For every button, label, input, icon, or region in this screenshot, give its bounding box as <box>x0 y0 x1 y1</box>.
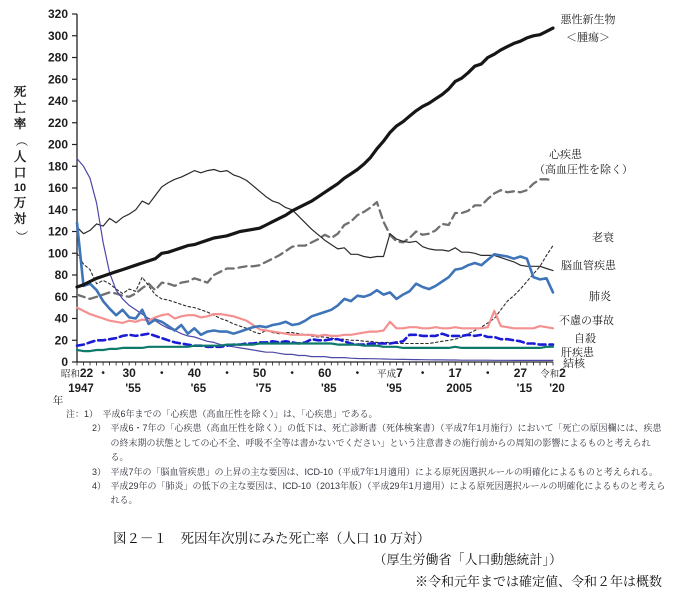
series-label: 不慮の事故 <box>559 315 614 327</box>
x-era-label: ・ <box>155 366 168 380</box>
x-era-label: ・ <box>220 366 233 380</box>
y-axis-title-char: 率 <box>13 117 27 132</box>
figure-caption-title: 図２－１ 死因年次別にみた死亡率（人口 10 万対） <box>113 531 431 546</box>
footnotes-block <box>66 407 666 508</box>
x-era-label: 平成7 <box>377 366 403 380</box>
y-tick-label: 180 <box>47 159 68 174</box>
footnote <box>66 421 666 464</box>
y-tick-label: 220 <box>47 115 68 130</box>
x-year-label: '15 <box>516 383 533 395</box>
series-label: ＜腫瘍＞ <box>566 32 610 44</box>
series-label: 心疾患 <box>549 149 582 161</box>
footnote-text: 平成7年の「脳血管疾患」の上昇の主な要因は、ICD-10（平成7年1月適用）による原死因選択ルールの明確化によるものと考えられる。 <box>110 466 658 477</box>
x-era-label: 30 <box>122 366 136 380</box>
y-tick-label: 20 <box>54 333 68 348</box>
footnote-number: 2） <box>92 423 111 434</box>
y-tick-label: 40 <box>54 311 68 326</box>
y-tick-label: 80 <box>54 268 68 283</box>
series-label: 脳血管疾患 <box>561 260 616 272</box>
footnote <box>66 479 666 508</box>
x-year-label: '20 <box>549 383 565 395</box>
series-肝疾患 <box>77 344 553 352</box>
x-era-label: ・ <box>97 366 110 380</box>
x-era-label: 50 <box>252 366 267 380</box>
y-tick-label: 60 <box>54 289 68 304</box>
y-tick-label: 200 <box>47 137 68 152</box>
series-悪性新生物＜腫瘍＞ <box>77 28 553 287</box>
x-era-label: 17 <box>448 366 462 380</box>
x-year-label: '85 <box>321 383 337 395</box>
footnote-text: 平成6年までの「心疾患（高血圧性を除く）」は、「心疾患」である。 <box>102 409 378 419</box>
series-label: 結核 <box>563 358 585 370</box>
x-era-label: ・ <box>286 366 299 380</box>
y-axis-title-char: ） <box>13 229 28 243</box>
y-tick-label: 120 <box>47 224 68 239</box>
y-axis-title-char: 人 <box>13 149 27 164</box>
y-tick-label: 320 <box>47 7 68 22</box>
y-axis-title-char: 死 <box>13 85 27 99</box>
series-脳血管疾患 <box>77 170 553 271</box>
y-tick-label: 240 <box>47 94 68 109</box>
footnote-text: 平成29年の「肺炎」の低下の主な要因は、ICD-10（2013年版）（平成29年1月適用）による原死因選択ルールの明確化によるものと考えられる。 <box>110 480 666 506</box>
y-tick-label: 280 <box>47 50 68 65</box>
x-year-label: '95 <box>386 383 402 395</box>
y-axis-title-char: 万 <box>13 196 27 211</box>
x-year-label: '55 <box>125 383 141 395</box>
series-label: 自殺 <box>574 333 596 345</box>
footnote-number: 4） <box>92 480 111 491</box>
figure-caption-source: （厚生労働省「人口動態統計」） <box>373 552 562 567</box>
series-label: 肺炎 <box>589 291 611 303</box>
y-tick-label: 100 <box>47 246 68 261</box>
y-axis-title <box>9 86 31 243</box>
footnote-number: 3） <box>92 466 111 477</box>
y-axis-title-char: 対 <box>13 212 27 227</box>
x-year-label: 2005 <box>446 383 472 395</box>
x-era-label: 令和2 <box>540 366 566 380</box>
x-axis-unit: 年 <box>52 395 64 405</box>
x-era-label: ・ <box>416 366 429 380</box>
figure-caption-note: ※令和元年までは確定値、令和２年は概数 <box>414 574 662 589</box>
x-year-label: 1947 <box>68 383 94 395</box>
y-tick-label: 260 <box>47 72 68 87</box>
y-axis-title-char: （ <box>13 134 28 148</box>
x-year-label: '75 <box>255 383 272 395</box>
x-era-label: ・ <box>351 366 364 380</box>
series-label: 悪性新生物 <box>560 14 616 26</box>
y-tick-label: 160 <box>47 181 68 196</box>
footnote-number: 注：1） <box>66 409 103 419</box>
y-tick-label: 0 <box>61 355 68 370</box>
y-axis-title-char: 口 <box>13 165 27 180</box>
x-era-label: 60 <box>318 366 332 380</box>
series-label: 老衰 <box>592 232 614 244</box>
x-era-label: 昭和22 <box>60 366 94 380</box>
footnote <box>66 465 666 479</box>
x-era-label: 27 <box>513 366 528 380</box>
footnote <box>66 407 666 421</box>
series-label: （高血圧性を除く） <box>534 164 633 176</box>
x-year-label: '65 <box>190 383 207 395</box>
y-tick-label: 140 <box>47 202 68 217</box>
x-era-label: 40 <box>187 366 202 380</box>
y-axis-title-char: 10 <box>13 181 27 194</box>
y-tick-label: 300 <box>47 28 68 43</box>
x-era-label: ・ <box>481 366 494 380</box>
y-axis-title-char: 亡 <box>13 101 27 116</box>
footnote-text: 平成6・7年の「心疾患（高血圧性を除く）」の低下は、死亡診断書（死体検案書）（平成7年1月施行）において「死亡の原因欄には、疾患の終末期の状態としての心不全、呼吸不全等は書かないでください」という注意書きの施行前からの周知の影響によるものと考えられる。 <box>110 423 662 463</box>
series-label: 肝疾患 <box>561 347 594 359</box>
